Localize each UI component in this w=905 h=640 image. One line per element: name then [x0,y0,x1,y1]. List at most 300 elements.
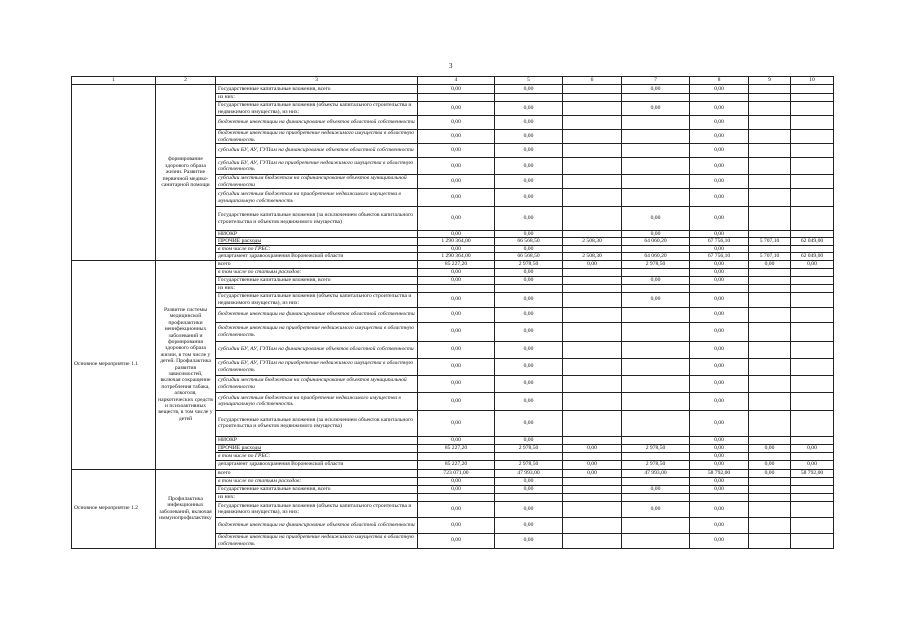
amount-cell [563,392,622,410]
amount-cell: 0,00 [418,322,495,341]
expense-type-cell: всего [216,260,418,268]
amount-cell: 0,00 [622,501,690,517]
amount-cell [495,284,563,292]
amount-cell: 0,00 [418,436,495,444]
amount-cell [791,94,834,102]
expense-type-cell: Государственные капитальные вложения (за исключением объектов капитального строительства и объектов недвижимого имущества) [216,207,418,231]
amount-cell: 0,00 [495,130,563,144]
page-number: 3 [449,62,453,70]
expense-type-cell: Государственные капитальные вложения, всего [216,485,418,493]
amount-cell: 0,00 [563,444,622,452]
expense-type-cell: из них: [216,493,418,501]
amount-cell [749,189,791,207]
amount-cell [749,231,791,238]
amount-cell [622,358,690,375]
amount-cell [791,116,834,130]
amount-cell: 0,00 [418,116,495,130]
header-cell: 2 [156,77,216,85]
amount-cell: 1 290 364,00 [418,253,495,260]
amount-cell: 0,00 [418,477,495,485]
amount-cell [749,485,791,493]
measure-title-cell: формирование здорового образа жизни. Развитие первичной медико-санитарной помощи [156,85,216,261]
amount-cell: 0,00 [418,158,495,175]
amount-cell [791,485,834,493]
amount-cell [622,268,690,276]
amount-cell: 2 508,30 [563,253,622,260]
amount-cell [690,284,749,292]
amount-cell [563,175,622,189]
amount-cell: 0,00 [418,144,495,158]
amount-cell [563,130,622,144]
amount-cell: 0,00 [622,85,690,94]
amount-cell [749,501,791,517]
amount-cell: 0,00 [495,175,563,189]
amount-cell [791,102,834,116]
amount-cell: 0,00 [495,533,563,548]
amount-cell: 0,00 [418,245,495,252]
amount-cell: 0,00 [690,307,749,322]
amount-cell: 2 978,50 [495,460,563,469]
expense-type-cell: субсидии местным бюджетам на софинансирование объектов муниципальной собственности [216,375,418,392]
amount-cell: 0,00 [418,375,495,392]
amount-cell: 0,00 [690,116,749,130]
expense-type-cell: в том числе по статьям расходов: [216,268,418,276]
expense-type-cell: субсидии местным бюджетам на софинансирование объектов муниципальной собственности [216,175,418,189]
expense-type-cell: НИОКР [216,436,418,444]
amount-cell: 85 227,20 [418,460,495,469]
amount-cell [563,231,622,238]
amount-cell: 0,00 [690,436,749,444]
expense-type-cell: в том числе по статьям расходов: [216,477,418,485]
amount-cell: 0,00 [495,322,563,341]
amount-cell [749,158,791,175]
amount-cell [563,477,622,485]
amount-cell [791,410,834,436]
budget-table [71,76,834,549]
measure-code-cell [72,85,156,261]
amount-cell: 723 071,00 [418,469,495,477]
expense-type-cell: Государственные капитальные вложения (объекты капитального строительства и недвижимого имущества), из них: [216,501,418,517]
amount-cell [622,341,690,358]
amount-cell: 0,00 [690,460,749,469]
table-row [72,85,834,94]
amount-cell: 0,00 [495,358,563,375]
header-cell: 1 [72,77,156,85]
expense-type-cell: ПРОЧИЕ расходы [216,444,418,452]
amount-cell: 0,00 [495,375,563,392]
amount-cell: 66 568,50 [495,238,563,245]
amount-cell [749,116,791,130]
amount-cell: 0,00 [690,375,749,392]
amount-cell [418,284,495,292]
amount-cell [622,477,690,485]
amount-cell [749,144,791,158]
amount-cell [749,102,791,116]
amount-cell: 0,00 [495,207,563,231]
amount-cell [749,292,791,307]
amount-cell: 64 060,20 [622,238,690,245]
amount-cell [749,207,791,231]
amount-cell: 0,00 [690,533,749,548]
expense-type-cell: бюджетные инвестиции на приобретение недвижимого имущества в областную собственность [216,322,418,341]
amount-cell: 0,00 [418,533,495,548]
amount-cell [563,452,622,460]
amount-cell [791,144,834,158]
amount-cell: 0,00 [690,341,749,358]
amount-cell: 0,00 [495,477,563,485]
amount-cell [749,322,791,341]
amount-cell: 0,00 [495,292,563,307]
amount-cell: 0,00 [622,102,690,116]
amount-cell: 2 978,50 [622,260,690,268]
amount-cell: 0,00 [418,175,495,189]
amount-cell [791,85,834,94]
amount-cell [563,276,622,284]
expense-type-cell: Государственные капитальные вложения (объекты капитального строительства и недвижимого имущества), из них: [216,292,418,307]
amount-cell: 0,00 [495,436,563,444]
amount-cell: 0,00 [418,485,495,493]
amount-cell [622,94,690,102]
amount-cell: 2 978,50 [622,460,690,469]
amount-cell: 85 227,20 [418,260,495,268]
amount-cell: 1 290 364,00 [418,238,495,245]
amount-cell [418,493,495,501]
amount-cell: 0,00 [690,144,749,158]
amount-cell: 0,00 [418,392,495,410]
amount-cell: 0,00 [418,292,495,307]
table-body [72,77,834,549]
amount-cell [749,392,791,410]
amount-cell [791,276,834,284]
amount-cell [749,493,791,501]
amount-cell: 0,00 [690,268,749,276]
amount-cell [622,245,690,252]
amount-cell: 0,00 [690,485,749,493]
amount-cell [563,284,622,292]
amount-cell [791,517,834,533]
amount-cell [791,493,834,501]
amount-cell [563,94,622,102]
amount-cell: 66 568,50 [495,253,563,260]
amount-cell [622,493,690,501]
amount-cell [418,452,495,460]
amount-cell: 0,00 [495,116,563,130]
amount-cell: 0,00 [690,207,749,231]
amount-cell: 0,00 [690,231,749,238]
amount-cell: 0,00 [418,410,495,436]
amount-cell [749,284,791,292]
amount-cell: 0,00 [495,392,563,410]
amount-cell: 0,00 [690,130,749,144]
amount-cell [563,144,622,158]
amount-cell: 0,00 [690,501,749,517]
measure-title-cell: Профилактика инфекционных заболеваний, включая иммунопрофилактику [156,469,216,548]
amount-cell [495,94,563,102]
amount-cell: 67 756,10 [690,238,749,245]
amount-cell: 0,00 [690,245,749,252]
expense-type-cell: Государственные капитальные вложения, всего [216,85,418,94]
expense-type-cell: бюджетные инвестиции на приобретение недвижимого имущества в областную собственность [216,130,418,144]
amount-cell [749,130,791,144]
amount-cell [791,341,834,358]
amount-cell [690,94,749,102]
amount-cell: 0,00 [690,189,749,207]
expense-type-cell: НИОКР [216,231,418,238]
amount-cell [622,130,690,144]
amount-cell [791,477,834,485]
amount-cell [622,307,690,322]
amount-cell: 62 049,00 [791,253,834,260]
amount-cell [749,307,791,322]
header-cell: 7 [622,77,690,85]
amount-cell: 0,00 [690,85,749,94]
amount-cell [563,410,622,436]
amount-cell: 0,00 [791,444,834,452]
amount-cell [622,189,690,207]
amount-cell [749,85,791,94]
amount-cell [749,268,791,276]
expense-type-cell: субсидии БУ, АУ, ГУПам на приобретение недвижимого имущества в областную собственность [216,358,418,375]
amount-cell: 0,00 [418,517,495,533]
amount-cell: 0,00 [690,477,749,485]
expense-type-cell: в том числе по ГРБС: [216,245,418,252]
amount-cell [791,284,834,292]
amount-cell: 0,00 [622,276,690,284]
amount-cell [622,533,690,548]
amount-cell [791,175,834,189]
table-row [72,469,834,477]
amount-cell [791,207,834,231]
amount-cell [791,158,834,175]
amount-cell: 0,00 [495,245,563,252]
amount-cell: 0,00 [690,292,749,307]
amount-cell [749,245,791,252]
amount-cell: 0,00 [690,158,749,175]
amount-cell [622,410,690,436]
amount-cell: 0,00 [749,444,791,452]
amount-cell [563,268,622,276]
amount-cell: 0,00 [622,485,690,493]
amount-cell [791,189,834,207]
amount-cell: 67 756,10 [690,253,749,260]
amount-cell [418,94,495,102]
expense-type-cell: субсидии БУ, АУ, ГУПам на финансирование объектов областной собственности [216,144,418,158]
amount-cell: 0,00 [622,292,690,307]
amount-cell: 0,00 [749,460,791,469]
amount-cell: 0,00 [495,144,563,158]
amount-cell: 0,00 [495,102,563,116]
amount-cell: 2 978,50 [622,444,690,452]
amount-cell: 0,00 [563,469,622,477]
amount-cell: 47 993,00 [622,469,690,477]
amount-cell [791,358,834,375]
measure-title-cell: Развитие системы медицинской профилактики неинфекционных заболеваний и формирования здорового образа жизни, в том числе у детей. Профилактика развития зависимостей, включая сокращение потребления табака, алкоголя, наркотических средств и психоактивных веществ, в том числе у детей [156,260,216,469]
amount-cell [791,452,834,460]
amount-cell [622,517,690,533]
amount-cell: 2 508,30 [563,238,622,245]
expense-type-cell: департамент здравоохранения Воронежской области [216,460,418,469]
amount-cell [563,436,622,444]
expense-type-cell: из них: [216,284,418,292]
amount-cell [791,307,834,322]
amount-cell [563,485,622,493]
amount-cell: 0,00 [791,460,834,469]
expense-type-cell: в том числе по ГРБС: [216,452,418,460]
amount-cell [563,102,622,116]
amount-cell [622,322,690,341]
header-cell: 4 [418,77,495,85]
amount-cell: 2 978,50 [495,260,563,268]
header-cell: 6 [563,77,622,85]
amount-cell: 0,00 [690,392,749,410]
amount-cell [563,517,622,533]
expense-type-cell: Государственные капитальные вложения, всего [216,276,418,284]
amount-cell: 5 707,10 [749,253,791,260]
amount-cell [690,493,749,501]
amount-cell [563,245,622,252]
amount-cell [791,130,834,144]
amount-cell [791,533,834,548]
amount-cell [791,245,834,252]
amount-cell [749,410,791,436]
amount-cell: 0,00 [495,85,563,94]
amount-cell [791,501,834,517]
expense-type-cell: субсидии БУ, АУ, ГУПам на приобретение недвижимого имущества в областную собственность [216,158,418,175]
amount-cell: 0,00 [495,410,563,436]
amount-cell [622,392,690,410]
amount-cell [791,392,834,410]
amount-cell [495,493,563,501]
amount-cell: 0,00 [418,307,495,322]
amount-cell [749,175,791,189]
amount-cell: 0,00 [418,102,495,116]
amount-cell [563,493,622,501]
header-cell: 5 [495,77,563,85]
measure-code-cell: Основное мероприятие 1.2 [72,469,156,548]
amount-cell [563,358,622,375]
amount-cell: 62 049,00 [791,238,834,245]
amount-cell [622,144,690,158]
amount-cell [563,533,622,548]
expense-type-cell: департамент здравоохранения Воронежской области [216,253,418,260]
amount-cell: 0,00 [791,260,834,268]
amount-cell: 0,00 [418,231,495,238]
header-row [72,77,834,85]
expense-type-cell: субсидии местным бюджетам на приобретение недвижимого имущества в муниципальную собственность [216,392,418,410]
amount-cell [749,375,791,392]
amount-cell [563,116,622,130]
amount-cell: 0,00 [690,175,749,189]
amount-cell: 0,00 [495,189,563,207]
expense-type-cell: Государственные капитальные вложения (за исключением объектов капитального строительства и объектов недвижимого имущества) [216,410,418,436]
amount-cell [622,175,690,189]
expense-type-cell: всего [216,469,418,477]
header-cell: 10 [791,77,834,85]
amount-cell [749,533,791,548]
amount-cell [622,452,690,460]
amount-cell: 0,00 [418,358,495,375]
measure-code-cell: Основное мероприятие 1.1 [72,260,156,469]
header-cell: 3 [216,77,418,85]
amount-cell: 0,00 [749,469,791,477]
amount-cell [749,436,791,444]
amount-cell [791,292,834,307]
amount-cell: 0,00 [418,341,495,358]
amount-cell [563,341,622,358]
amount-cell: 0,00 [749,260,791,268]
expense-type-cell: субсидии БУ, АУ, ГУПам на финансирование объектов областной собственности [216,341,418,358]
amount-cell: 0,00 [690,444,749,452]
amount-cell [495,452,563,460]
amount-cell [622,116,690,130]
amount-cell: 58 792,00 [791,469,834,477]
amount-cell: 0,00 [495,307,563,322]
expense-type-cell: Государственные капитальные вложения (объекты капитального строительства и недвижимого имущества), из них: [216,102,418,116]
expense-type-cell: субсидии местным бюджетам на приобретение недвижимого имущества в муниципальную собственность [216,189,418,207]
amount-cell: 58 792,00 [690,469,749,477]
amount-cell [563,307,622,322]
expense-type-cell: бюджетные инвестиции на финансирование объектов областной собственности [216,116,418,130]
amount-cell: 0,00 [495,268,563,276]
amount-cell [749,452,791,460]
amount-cell [622,436,690,444]
amount-cell: 0,00 [495,501,563,517]
amount-cell: 0,00 [495,276,563,284]
amount-cell: 0,00 [418,85,495,94]
amount-cell: 0,00 [563,260,622,268]
amount-cell: 0,00 [622,207,690,231]
amount-cell: 2 978,50 [495,444,563,452]
amount-cell [749,94,791,102]
amount-cell [563,292,622,307]
amount-cell: 0,00 [690,102,749,116]
amount-cell: 0,00 [690,276,749,284]
amount-cell [791,375,834,392]
amount-cell: 0,00 [690,358,749,375]
amount-cell: 47 993,00 [495,469,563,477]
amount-cell [791,436,834,444]
amount-cell [563,85,622,94]
table-row [72,260,834,268]
amount-cell: 5 707,10 [749,238,791,245]
expense-type-cell: ПРОЧИЕ расходы [216,238,418,245]
expense-type-cell: из них: [216,94,418,102]
amount-cell: 0,00 [418,501,495,517]
amount-cell [791,231,834,238]
amount-cell: 0,00 [690,322,749,341]
amount-cell [749,276,791,284]
amount-cell: 0,00 [690,410,749,436]
amount-cell [563,322,622,341]
amount-cell: 0,00 [690,260,749,268]
amount-cell: 0,00 [563,460,622,469]
amount-cell [563,158,622,175]
amount-cell: 0,00 [622,231,690,238]
expense-type-cell: бюджетные инвестиции на финансирование объектов областной собственности [216,517,418,533]
amount-cell: 0,00 [418,189,495,207]
amount-cell [563,375,622,392]
amount-cell [622,375,690,392]
amount-cell [622,284,690,292]
amount-cell: 0,00 [418,276,495,284]
amount-cell [749,477,791,485]
amount-cell: 0,00 [495,341,563,358]
amount-cell [563,501,622,517]
header-cell: 8 [690,77,749,85]
amount-cell: 0,00 [418,207,495,231]
amount-cell: 0,00 [418,130,495,144]
amount-cell: 85 227,20 [418,444,495,452]
